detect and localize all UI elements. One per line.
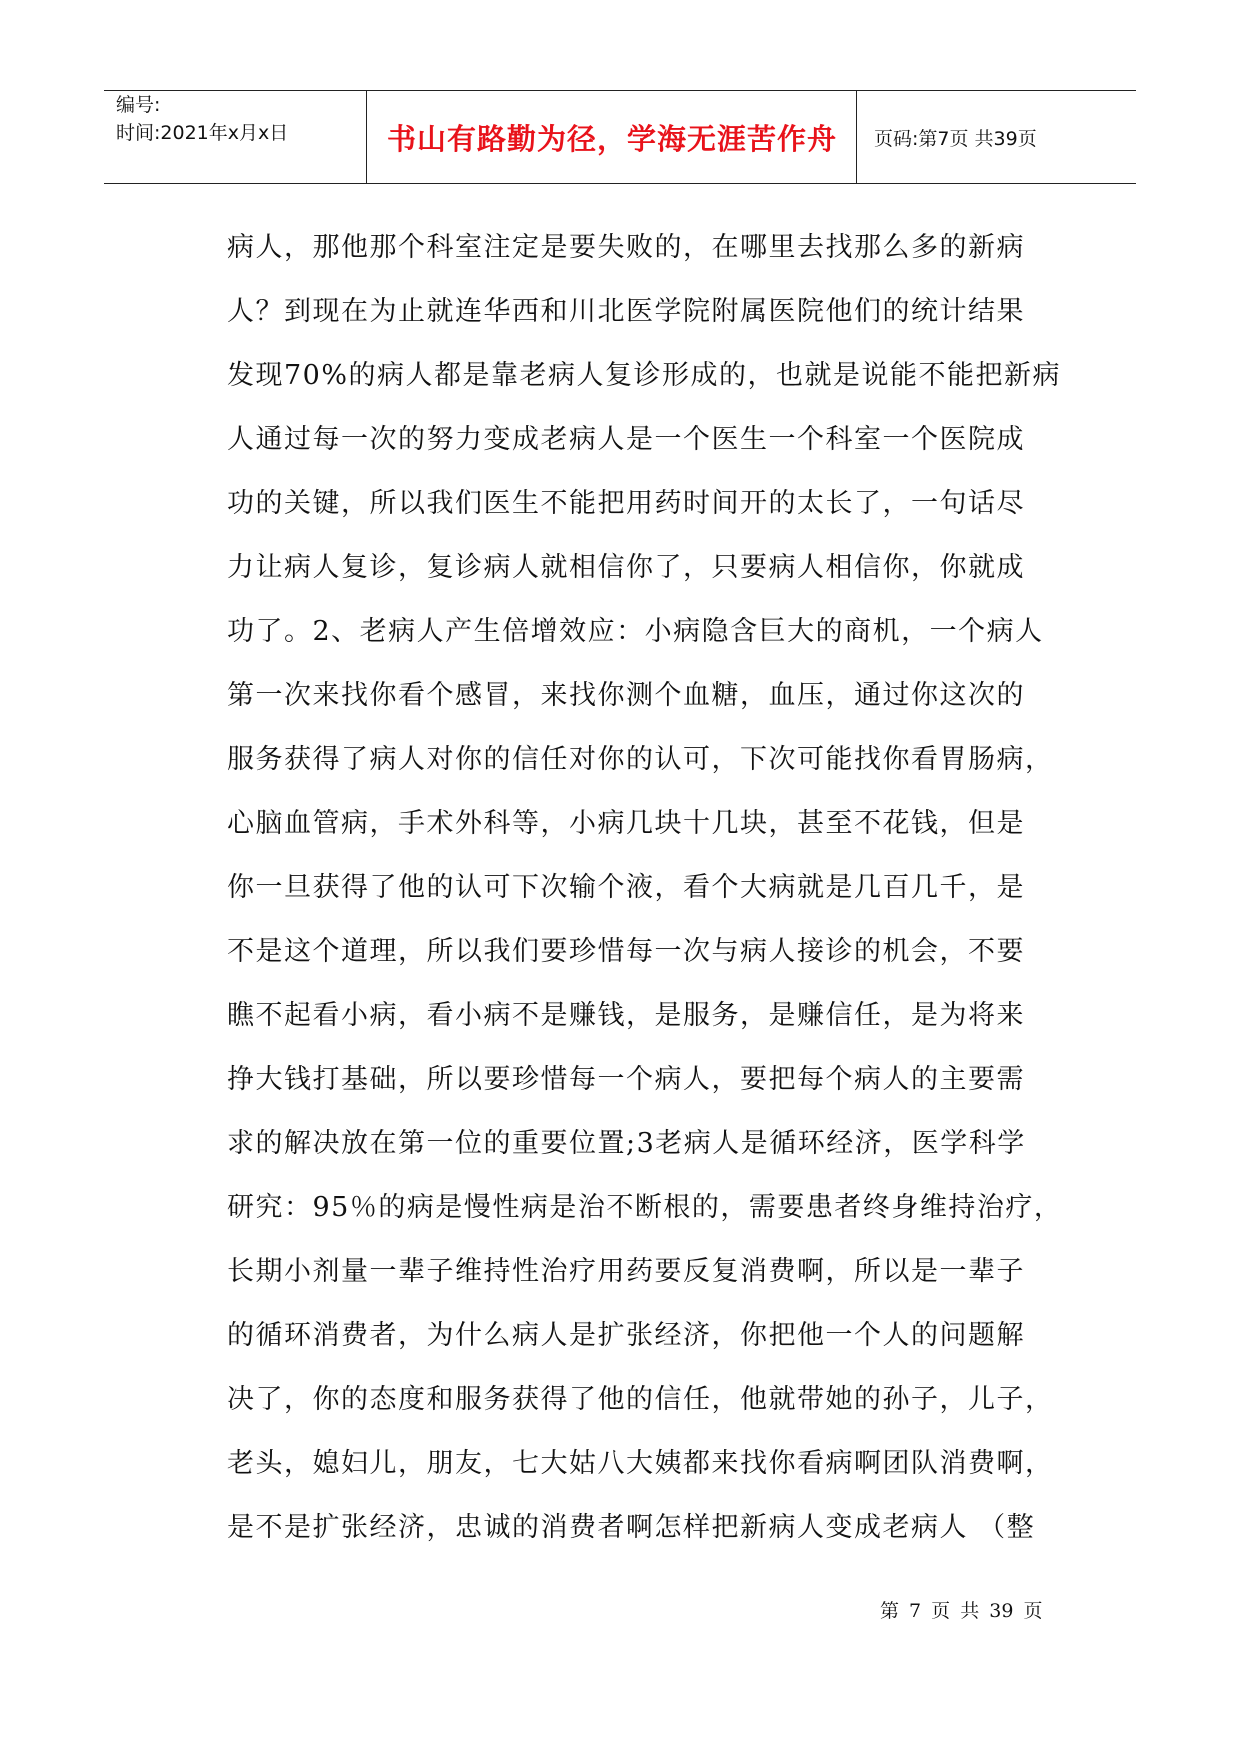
text-line: 决了，你的态度和服务获得了他的信任，他就带她的孙子，儿子， bbox=[227, 1384, 1054, 1415]
text-line: 病人，那他那个科室注定是要失败的，在哪里去找那么多的新病 bbox=[227, 232, 1025, 263]
text-line: 长期小剂量一辈子维持性治疗用药要反复消费啊，所以是一辈子 bbox=[227, 1256, 1025, 1287]
text-line: 心脑血管病，手术外科等，小病几块十几块，甚至不花钱，但是 bbox=[227, 808, 1025, 839]
text-line: 求的解决放在第一位的重要位置;3老病人是循环经济，医学科学 bbox=[227, 1128, 1026, 1159]
page-header bbox=[104, 90, 1136, 184]
text-line: 发现70%的病人都是靠老病人复诊形成的，也就是说能不能把新病 bbox=[227, 360, 1062, 391]
header-motto: 书山有路勤为径，学海无涯苦作舟 bbox=[386, 121, 837, 156]
text-line: 挣大钱打基础，所以要珍惜每一个病人，要把每个病人的主要需 bbox=[227, 1064, 1025, 1095]
text-line: 是不是扩张经济，忠诚的消费者啊怎样把新病人变成老病人 （整 bbox=[227, 1512, 1036, 1543]
time-label: 时间:2021年x月x日 bbox=[116, 122, 289, 144]
body-text bbox=[227, 216, 1063, 1560]
text-line: 功的关键，所以我们医生不能把用药时间开的太长了，一句话尽 bbox=[227, 488, 1025, 519]
page-footer: 第 7 页 共 39 页 bbox=[880, 1600, 1043, 1622]
text-line: 力让病人复诊，复诊病人就相信你了，只要病人相信你，你就成 bbox=[227, 552, 1025, 583]
header-page-label: 页码:第7页 共39页 bbox=[874, 127, 1037, 150]
text-line: 人通过每一次的努力变成老病人是一个医生一个科室一个医院成 bbox=[227, 424, 1025, 455]
text-line: 的循环消费者，为什么病人是扩张经济，你把他一个人的问题解 bbox=[227, 1320, 1025, 1351]
header-divider-left bbox=[366, 91, 367, 183]
text-line: 服务获得了病人对你的信任对你的认可，下次可能找你看胃肠病， bbox=[227, 744, 1054, 775]
header-divider-right bbox=[856, 91, 857, 183]
text-line: 功了。2、老病人产生倍增效应：小病隐含巨大的商机，一个病人 bbox=[227, 616, 1044, 647]
text-line: 老头，媳妇儿，朋友，七大姑八大姨都来找你看病啊团队消费啊， bbox=[227, 1448, 1054, 1479]
text-line: 你一旦获得了他的认可下次输个液，看个大病就是几百几千，是 bbox=[227, 872, 1025, 903]
text-line: 研究：95％的病是慢性病是治不断根的，需要患者终身维持治疗， bbox=[227, 1192, 1063, 1223]
header-meta bbox=[116, 91, 368, 183]
text-line: 人？到现在为止就连华西和川北医学院附属医院他们的统计结果 bbox=[227, 296, 1025, 327]
text-line: 第一次来找你看个感冒，来找你测个血糖，血压，通过你这次的 bbox=[227, 680, 1025, 711]
number-label: 编号: bbox=[116, 94, 161, 116]
text-line: 不是这个道理，所以我们要珍惜每一次与病人接诊的机会，不要 bbox=[227, 936, 1025, 967]
text-line: 瞧不起看小病，看小病不是赚钱，是服务，是赚信任，是为将来 bbox=[227, 1000, 1025, 1031]
